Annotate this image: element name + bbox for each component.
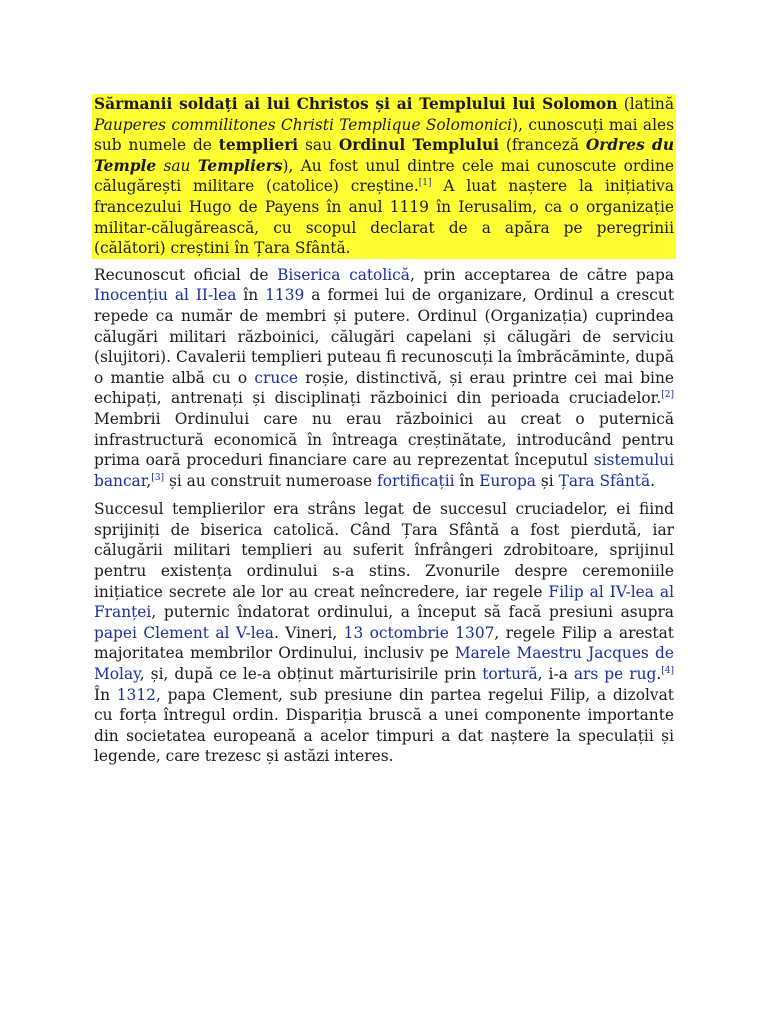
text-run: , puternic îndatorat ordinului, a început să facă presiuni asupra xyxy=(151,603,674,622)
footnote-reference-link[interactable]: [4] xyxy=(661,665,674,676)
text-run: . xyxy=(656,665,662,684)
article-link[interactable]: papei Clement al V-lea xyxy=(94,623,274,642)
text-run: . xyxy=(650,471,656,490)
text-run: în xyxy=(236,286,266,305)
text-run: A luat naștere la inițiativa francezului Hugo de Payens în anul 1119 în Ierusalim, ca o organizație militar-călugărească, cu scopul declarat de a apăra pe peregrinii (călători) creștini în Țara Sfântă. xyxy=(94,177,674,258)
article-link[interactable]: ars pe rug xyxy=(573,665,657,684)
italic-term: Pauperes commilitones Christi Templique Solomonici xyxy=(94,115,513,134)
footnote-reference-link[interactable]: [1] xyxy=(418,178,432,189)
text-run: , și, după ce le-a obținut mărturisirile prin xyxy=(139,665,483,684)
text-run: , i-a xyxy=(537,665,574,684)
text-run: roșie, distinctivă, și erau printre cei mai bine echipați, antrenați și disciplinați războinici din perioada cruciadelor. xyxy=(94,368,674,408)
text-run: în xyxy=(454,471,480,490)
article-link[interactable]: Biserica catolică xyxy=(277,265,410,284)
text-run: și au construit numeroase xyxy=(164,471,378,490)
article-link[interactable]: 13 octombrie xyxy=(343,623,449,642)
article-link[interactable]: Marele Maestru Jacques de Molay xyxy=(94,644,674,684)
article-link[interactable]: Filip al IV-lea al Franței xyxy=(94,582,675,622)
text-run: a formei lui de organizare, Ordinul a crescut repede ca număr de membri și putere. Ordinul (Organizația) cuprindea călugări militari războinici, călugări capelani și călugări de serviciu (slujitori). Cavalerii templieri puteau fi recunoscuți la îmbrăcăminte, după o mantie albă cu o xyxy=(94,286,674,387)
text-run: și xyxy=(536,471,559,490)
article-link[interactable]: 1307 xyxy=(455,623,495,642)
text-run: (latină xyxy=(617,95,674,113)
article-link[interactable]: fortificații xyxy=(377,471,455,490)
intro-paragraph-highlighted xyxy=(92,94,676,259)
article-link[interactable]: Europa xyxy=(479,471,536,490)
article-link[interactable]: tortură xyxy=(482,665,538,684)
text-run: , prin acceptarea de către papa xyxy=(409,265,674,284)
article-link[interactable]: Inocențiu al II-lea xyxy=(94,286,237,305)
bold-italic-term: Templiers xyxy=(197,156,283,175)
bold-italic-term: Ordres du Temple xyxy=(94,136,675,175)
document-page xyxy=(92,94,676,775)
text-run: Succesul templierilor era strâns legat de succesul cruciadelor, ei fiind sprijiniți de biserica catolică. Când Țara Sfântă a fost pierdută, iar călugării militari templieri au suferit înfrângeri zdrobitoare, sprijinul pentru existența ordinului s-a stins. Zvonurile despre ceremoniile inițiatice secrete ale lor au creat neîncredere, iar regele xyxy=(94,500,674,601)
text-run: În xyxy=(94,685,117,704)
text-run: Membrii Ordinului care nu erau războinici au creat o puternică infrastructură economică în întreaga creștinătate, introducând pentru prima oară proceduri financiare care au reprezentat începutul xyxy=(94,409,674,470)
bold-term: templieri xyxy=(218,136,299,155)
bold-term: Ordinul Templului xyxy=(338,136,499,155)
text-run: Recunoscut oficial de xyxy=(94,265,278,284)
text-run: , regele Filip a arestat majoritatea membrilor Ordinului, inclusiv pe xyxy=(94,623,674,663)
footnote-reference-link[interactable]: [3] xyxy=(151,472,165,483)
article-link[interactable]: 1139 xyxy=(265,286,305,305)
article-link[interactable]: Țara Sfântă xyxy=(558,471,651,490)
text-run: (franceză xyxy=(499,136,586,155)
text-run: , xyxy=(146,471,152,490)
text-run: sau xyxy=(298,136,339,155)
article-link[interactable]: cruce xyxy=(254,368,299,387)
text-run: ), cunoscuți mai ales sub numele de xyxy=(94,115,674,155)
body-paragraph xyxy=(92,265,676,492)
text-run: ), Au fost unul dintre cele mai cunoscute ordine călugărești militare (catolice) creștine. xyxy=(94,156,674,196)
text-run: . Vineri, xyxy=(273,623,344,642)
italic-term: sau xyxy=(156,156,198,175)
text-run: , papa Clement, sub presiune din partea regelui Filip, a dizolvat cu forța întregul ordin. Dispariția bruscă a unei componente importante din societatea europeană a acelor timpuri a dat naștere la speculații și legende, care trezesc și astăzi interes. xyxy=(94,685,674,766)
article-link[interactable]: sistemului bancar xyxy=(94,451,674,490)
body-paragraph xyxy=(92,499,676,767)
bold-term: Sărmanii soldați ai lui Christos și ai Templului lui Solomon xyxy=(94,95,618,113)
article-link[interactable]: 1312 xyxy=(116,685,156,704)
footnote-reference-link[interactable]: [2] xyxy=(661,390,674,401)
